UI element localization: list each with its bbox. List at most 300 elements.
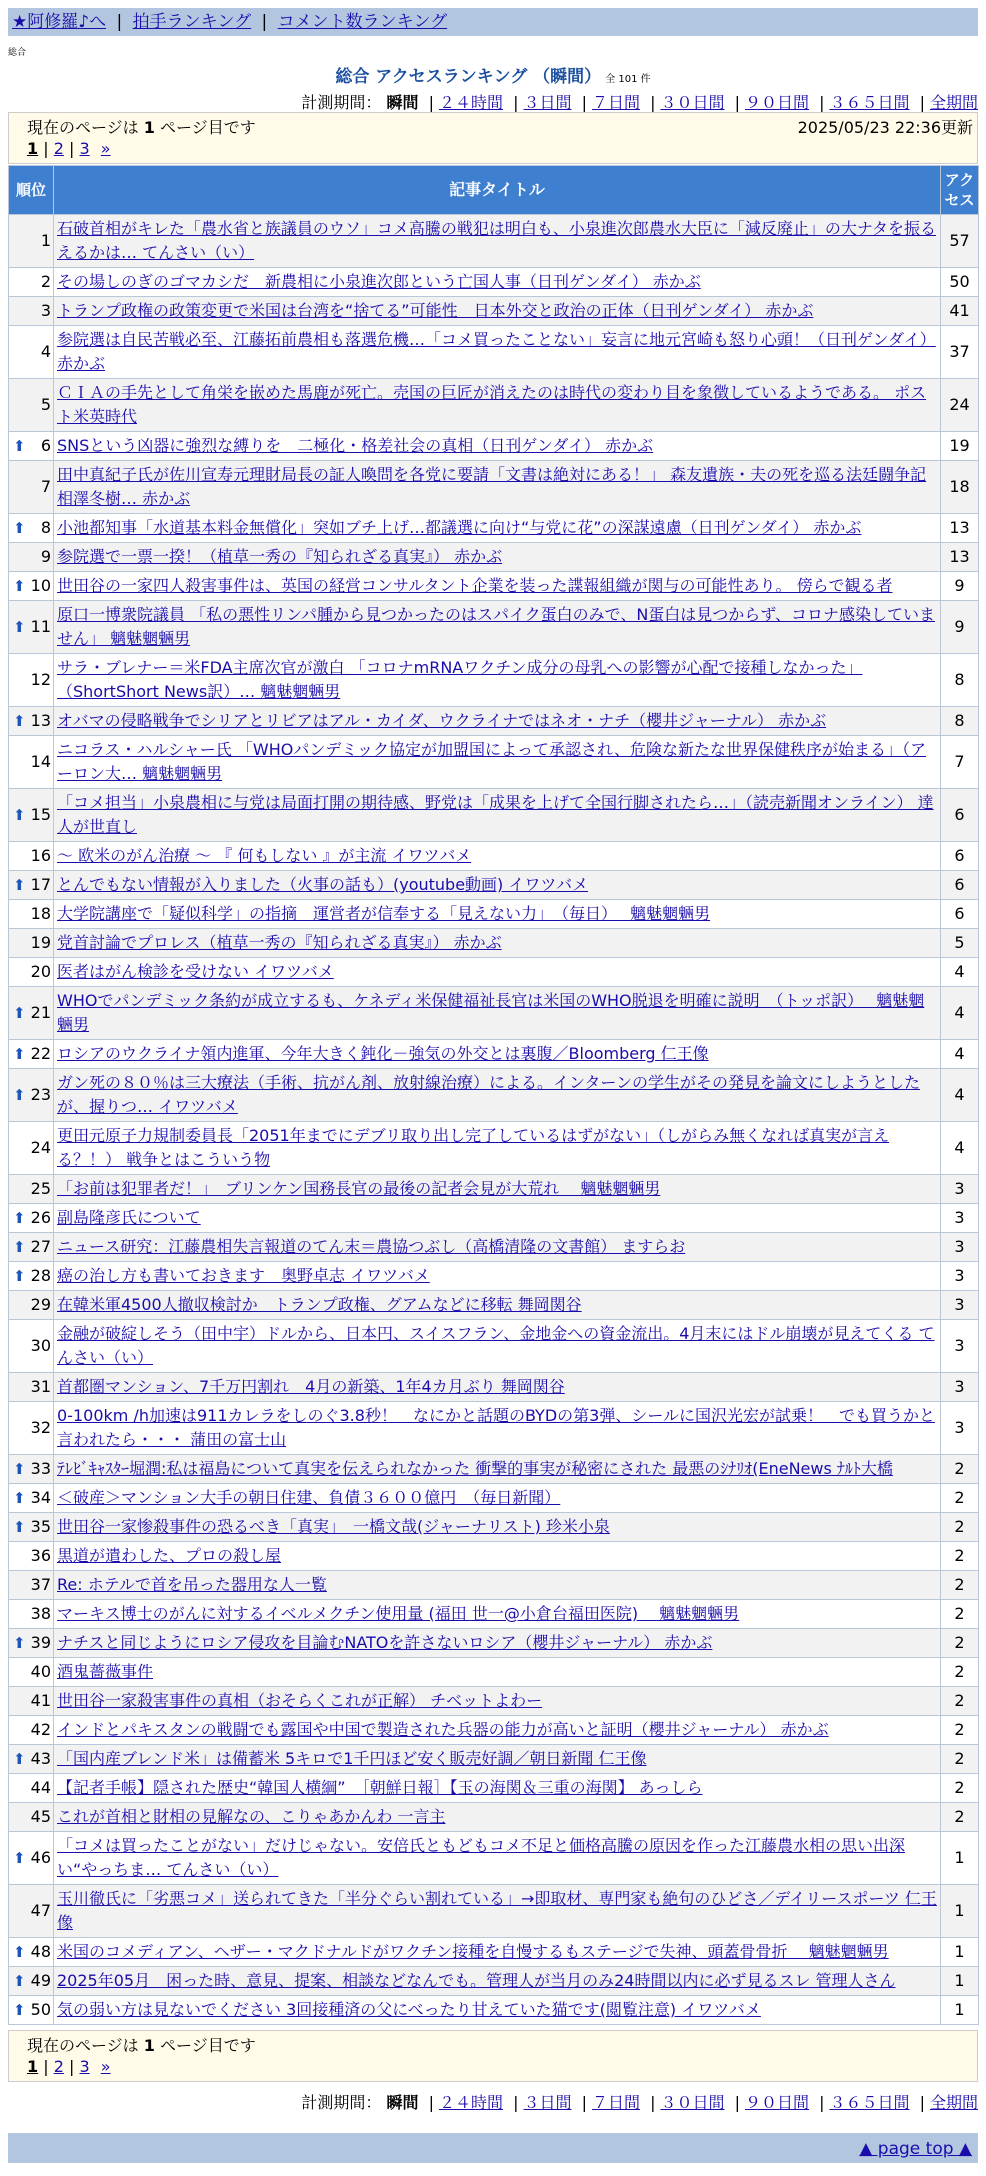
rank-cell [9, 871, 54, 900]
rank-cell [9, 572, 54, 601]
table-row [9, 1175, 979, 1204]
table-row [9, 215, 979, 268]
rank-number: 15 [30, 805, 51, 824]
article-title-link[interactable]: 在韓米軍4500人撤収検討か トランプ政権、グアムなどに移転 舞岡関谷 [57, 1295, 582, 1314]
pager-next[interactable]: » [100, 139, 111, 158]
title-cell [54, 707, 941, 736]
access-count: 37 [941, 326, 979, 379]
table-row [9, 1687, 979, 1716]
period-link-30d[interactable]: ３０日間 [660, 93, 725, 112]
period-link-90d[interactable]: ９０日間 [744, 2093, 809, 2112]
table-row [9, 326, 979, 379]
title-cell [54, 1996, 941, 2025]
table-row [9, 1513, 979, 1542]
period-link-3d[interactable]: ３日間 [523, 2093, 572, 2112]
table-row [9, 268, 979, 297]
access-count: 8 [941, 707, 979, 736]
pager-link-3[interactable]: 3 [79, 139, 90, 158]
rank-cell [9, 543, 54, 572]
rank-number: 35 [30, 1517, 51, 1536]
rank-cell [9, 1069, 54, 1122]
table-row [9, 900, 979, 929]
article-title-link[interactable]: Re: ホテルで首を吊った器用な人一覧 [57, 1575, 327, 1594]
rank-cell [9, 1175, 54, 1204]
rank-cell [9, 789, 54, 842]
table-row [9, 601, 979, 654]
article-title-link[interactable]: 医者はがん検診を受けない イワツバメ [57, 962, 334, 981]
table-row [9, 432, 979, 461]
access-count: 2 [941, 1774, 979, 1803]
title-cell [54, 654, 941, 707]
article-title-link[interactable]: 大学院講座で「疑似科学」の指摘 運営者が信奉する「見えない力」 （毎日） 魑魅魍魎男 [57, 904, 711, 923]
up-arrow-icon: ⬆ [13, 1489, 26, 1507]
footer-bar [8, 2133, 978, 2163]
table-row [9, 871, 979, 900]
article-title-link[interactable]: 党首討論でプロレス（植草一秀の『知られざる真実』） 赤かぶ [57, 933, 502, 952]
article-title-link[interactable]: WHOでパンデミック条約が成立するも、ケネディ米保健福祉長官は米国のWHO脱退を明確に説明 （トッポ訳） 魑魅魍魎男 [57, 991, 925, 1034]
article-title-link[interactable]: オバマの侵略戦争でシリアとリビアはアル・カイダ、ウクライナではネオ・ナチ（櫻井ジャーナル） 赤かぶ [57, 711, 827, 730]
access-count: 7 [941, 736, 979, 789]
period-link-all[interactable]: 全期間 [929, 2093, 978, 2112]
rank-cell [9, 1629, 54, 1658]
header-rank: 順位 [9, 166, 54, 215]
table-row [9, 789, 979, 842]
title-cell [54, 1484, 941, 1513]
rank-number: 27 [30, 1237, 51, 1256]
title-cell [54, 1600, 941, 1629]
access-count: 2 [941, 1716, 979, 1745]
access-count: 1 [941, 1832, 979, 1885]
rank-cell [9, 987, 54, 1040]
article-title-link[interactable]: その場しのぎのゴマカシだ 新農相に小泉進次郎という亡国人事（日刊ゲンダイ） 赤かぶ [57, 272, 701, 291]
table-row [9, 1745, 979, 1774]
table-row [9, 1542, 979, 1571]
title-cell [54, 1040, 941, 1069]
period-current: 瞬間 [386, 2093, 419, 2112]
article-title-link[interactable]: 玉川徹氏に「劣悪コメ」送られてきた「半分ぐらい割れている」→即取材、専門家も絶句のひどさ／デイリースポーツ 仁王像 [57, 1889, 937, 1932]
rank-cell [9, 1774, 54, 1803]
rank-cell [9, 1967, 54, 1996]
title-cell [54, 297, 941, 326]
article-title-link[interactable]: サラ・ブレナー＝米FDA主席次官が激白 「コロナmRNAワクチン成分の母乳への影響が心配で接種しなかった」（ShortShort News訳）… 魑魅魍魎男 [57, 658, 863, 701]
article-title-link[interactable]: 酒鬼薔薇事件 [57, 1662, 154, 1681]
access-count: 3 [941, 1262, 979, 1291]
rank-cell [9, 1571, 54, 1600]
access-count: 1 [941, 1885, 979, 1938]
rank-cell [9, 1687, 54, 1716]
title-cell [54, 572, 941, 601]
rank-number: 30 [30, 1336, 51, 1355]
pager-bottom [8, 2030, 978, 2082]
article-title-link[interactable]: インドとパキスタンの戦闘でも露国や中国で製造された兵器の能力が高いと証明（櫻井ジャーナル） 赤かぶ [57, 1720, 829, 1739]
period-link-24h[interactable]: ２４時間 [438, 2093, 503, 2112]
access-count: 19 [941, 432, 979, 461]
access-count: 3 [941, 1233, 979, 1262]
access-count: 41 [941, 297, 979, 326]
article-title-link[interactable]: ガン死の８０％は三大療法（手術、抗がん剤、放射線治療）による。インターンの学生がその発見を論文にしようとしたが、握りつ… イワツバメ [57, 1073, 921, 1116]
rank-number: 50 [30, 2000, 51, 2019]
rank-number: 13 [30, 711, 51, 730]
table-row [9, 707, 979, 736]
table-row [9, 654, 979, 707]
table-row [9, 1484, 979, 1513]
article-title-link[interactable]: 米国のコメディアン、ヘザー・マクドナルドがワクチン接種を自慢するもステージで失神、頭蓋骨骨折 魑魅魍魎男 [57, 1942, 889, 1961]
article-title-link[interactable]: 【記者手帳】隠された歴史“韓国人横綱” ［朝鮮日報］【玉の海関＆三重の海関】 あっしら [57, 1778, 703, 1797]
title-cell [54, 1402, 941, 1455]
title-cell [54, 958, 941, 987]
up-arrow-icon: ⬆ [13, 2001, 26, 2019]
access-count: 4 [941, 1122, 979, 1175]
title-cell [54, 1233, 941, 1262]
up-arrow-icon: ⬆ [13, 1267, 26, 1285]
article-title-link[interactable]: とんでもない情報が入りました（火事の話も）(youtube動画) イワツバメ [57, 875, 589, 894]
rank-number: 29 [30, 1295, 51, 1314]
rank-number: 17 [30, 875, 51, 894]
access-count: 4 [941, 1040, 979, 1069]
pager-current-page: 1 [27, 2057, 39, 2076]
up-arrow-icon: ⬆ [13, 519, 26, 537]
ranking-table [8, 165, 979, 2025]
period-link-30d[interactable]: ３０日間 [660, 2093, 725, 2112]
rank-number: 10 [30, 576, 51, 595]
article-title-link[interactable]: 更田元原子力規制委員長「2051年までにデブリ取り出し完了しているはずがない」（しがらみ無くなれば真実が言える？！） 戦争とはこういう物 [57, 1126, 890, 1169]
rank-number: 37 [30, 1575, 51, 1594]
rank-number: 33 [30, 1459, 51, 1478]
up-arrow-icon: ⬆ [13, 1972, 26, 1990]
pager-next[interactable]: » [100, 2057, 111, 2076]
up-arrow-icon: ⬆ [13, 1209, 26, 1227]
rank-cell [9, 1262, 54, 1291]
rank-number: 42 [30, 1720, 51, 1739]
rank-cell [9, 958, 54, 987]
period-link-365d[interactable]: ３６５日間 [829, 2093, 910, 2112]
article-title-link[interactable]: 世田谷一家惨殺事件の恐るべき「真実」 一橋文哉(ジャーナリスト) 珍米小泉 [57, 1517, 610, 1536]
ranking-body [9, 215, 979, 2025]
pager-links: 1 | 2 | 3 » [27, 139, 111, 158]
article-title-link[interactable]: SNSという凶器に強烈な縛りを 二極化・格差社会の真相（日刊ゲンダイ） 赤かぶ [57, 436, 654, 455]
article-title-link[interactable]: 世田谷の一家四人殺害事件は、英国の経営コンサルタント企業を装った諜報組織が関与の可能性あり。 傍らで観る者 [57, 576, 893, 595]
pager-link-2[interactable]: 2 [53, 139, 64, 158]
rank-number: 44 [30, 1778, 51, 1797]
title-cell [54, 1938, 941, 1967]
title-cell [54, 1885, 941, 1938]
page-top-link[interactable]: ▲ page top ▲ [859, 2139, 972, 2159]
rank-cell [9, 514, 54, 543]
ranking-title: 総合 アクセスランキング （瞬間） [335, 67, 602, 87]
title-cell [54, 842, 941, 871]
access-count: 3 [941, 1402, 979, 1455]
article-title-link[interactable]: トランプ政権の政策変更で米国は台湾を“捨てる”可能性 日本外交と政治の正体（日刊ゲンダイ） 赤かぶ [57, 301, 814, 320]
rank-cell [9, 379, 54, 432]
access-count: 8 [941, 654, 979, 707]
article-title-link[interactable]: 「お前は犯罪者だ！」 ブリンケン国務長官の最後の記者会見が大荒れ 魑魅魍魎男 [57, 1179, 661, 1198]
rank-cell [9, 654, 54, 707]
title-cell [54, 1542, 941, 1571]
access-count: 2 [941, 1629, 979, 1658]
rank-cell [9, 1402, 54, 1455]
rank-cell [9, 1204, 54, 1233]
up-arrow-icon: ⬆ [13, 437, 26, 455]
article-title-link[interactable]: マーキス博士のがんに対するイベルメクチン使用量 (福田 世一@小倉台福田医院) 魑魅魍魎男 [57, 1604, 740, 1623]
access-count: 1 [941, 1996, 979, 2025]
up-arrow-icon: ⬆ [13, 1086, 26, 1104]
rank-cell [9, 326, 54, 379]
rank-cell [9, 1291, 54, 1320]
table-row [9, 1885, 979, 1938]
table-row [9, 1320, 979, 1373]
access-count: 57 [941, 215, 979, 268]
rank-number: 14 [30, 752, 51, 771]
article-title-link[interactable]: 参院選は自民苦戦必至、江藤拓前農相も落選危機…「コメ買ったことない」妄言に地元宮崎も怒り心頭！（日刊ゲンダイ） 赤かぶ [57, 330, 936, 373]
title-cell [54, 379, 941, 432]
article-title-link[interactable]: ニュース研究：江藤農相失言報道のてん末＝農協つぶし（高橋清隆の文書館） ますらお [57, 1237, 686, 1256]
table-row [9, 1373, 979, 1402]
article-title-link[interactable]: 田中真紀子氏が佐川宣寿元理財局長の証人喚問を各党に要請「文書は絶対にある！」 森友遺族・夫の死を巡る法廷闘争記 相澤冬樹… 赤かぶ [57, 465, 927, 508]
rank-number: 41 [30, 1691, 51, 1710]
rank-cell [9, 1513, 54, 1542]
rank-cell [9, 1600, 54, 1629]
rank-number: 24 [30, 1138, 51, 1157]
access-count: 3 [941, 1373, 979, 1402]
article-title-link[interactable]: ロシアのウクライナ領内進軍、今年大きく鈍化－強気の外交とは裏腹／Bloomberg 仁王像 [57, 1044, 709, 1063]
up-arrow-icon: ⬆ [13, 1750, 26, 1768]
title-cell [54, 215, 941, 268]
article-title-link[interactable]: 副島隆彦氏について [57, 1208, 201, 1227]
pager-links: 1 | 2 | 3 » [27, 2057, 111, 2076]
rank-cell [9, 1832, 54, 1885]
up-arrow-icon: ⬆ [13, 1004, 26, 1022]
article-title-link[interactable]: ﾃﾚﾋﾞｷｬｽﾀｰ堀潤:私は福島について真実を伝えられなかった 衝撃的事実が秘密にされた 最悪のｼﾅﾘｵ(EneNews ﾅﾙﾄ大橋 [57, 1459, 893, 1478]
access-count: 24 [941, 379, 979, 432]
article-title-link[interactable]: ～ 欧米のがん治療 ～ 『 何もしない 』が主流 イワツバメ [57, 846, 472, 865]
pager-current-page: 1 [27, 139, 39, 158]
rank-cell [9, 707, 54, 736]
title-cell [54, 1455, 941, 1484]
period-selector-bottom: 計測期間： 瞬間 | ２４時間 | ３日間 | ７日間 | ３０日間 | ９０日間 | ３６５日間 | 全期間 [301, 2093, 978, 2112]
title-cell [54, 1832, 941, 1885]
rank-cell [9, 1803, 54, 1832]
title-cell [54, 1774, 941, 1803]
nav-link-comment-ranking[interactable]: コメント数ランキング [277, 12, 448, 32]
header-title: 記事タイトル [54, 166, 941, 215]
access-count: 3 [941, 1204, 979, 1233]
title-cell [54, 1513, 941, 1542]
rank-number: 7 [40, 477, 51, 496]
up-arrow-icon: ⬆ [13, 1943, 26, 1961]
article-title-link[interactable]: 小池都知事「水道基本料金無償化」突如ブチ上げ…都議選に向け“与党に花”の深謀遠慮（日刊ゲンダイ） 赤かぶ [57, 518, 862, 537]
rank-cell [9, 461, 54, 514]
title-cell [54, 871, 941, 900]
rank-cell [9, 1658, 54, 1687]
rank-cell [9, 1122, 54, 1175]
rank-cell [9, 1938, 54, 1967]
article-title-link[interactable]: 「コメ担当」小泉農相に与党は局面打開の期待感、野党は「成果を上げて全国行脚されたら…」（読売新聞オンライン） 達人が世直し [57, 793, 934, 836]
rank-number: 3 [40, 301, 51, 320]
access-count: 2 [941, 1745, 979, 1774]
article-title-link[interactable]: 「国内産ブレンド米」は備蓄米 5キロで1千円ほど安く販売好調／朝日新聞 仁王像 [57, 1749, 647, 1768]
rank-cell [9, 929, 54, 958]
article-title-link[interactable]: 癌の治し方も書いておきます 奥野卓志 イワツバメ [57, 1266, 430, 1285]
rank-number: 9 [40, 547, 51, 566]
title-cell [54, 1291, 941, 1320]
article-title-link[interactable]: 首都圏マンション、7千万円割れ 4月の新築、1年4カ月ぶり 舞岡関谷 [57, 1377, 565, 1396]
rank-number: 2 [40, 272, 51, 291]
pager-link-3[interactable]: 3 [79, 2057, 90, 2076]
rank-number: 22 [30, 1044, 51, 1063]
access-count: 2 [941, 1542, 979, 1571]
period-link-3d[interactable]: ３日間 [523, 93, 572, 112]
period-label: 計測期間： [301, 2093, 382, 2112]
updated-timestamp: 2025/05/23 22:36更新 [797, 118, 973, 137]
pager-status: 現在のページは 1 ページ目です [27, 118, 256, 137]
access-count: 1 [941, 1938, 979, 1967]
up-arrow-icon: ⬆ [13, 806, 26, 824]
article-title-link[interactable]: ニコラス・ハルシャー氏 「WHOパンデミック協定が加盟国によって承認され、危険な新たな世界保健秩序が始まる」（アーロン大… 魑魅魍魎男 [57, 740, 926, 783]
rank-number: 21 [30, 1003, 51, 1022]
period-link-90d[interactable]: ９０日間 [744, 93, 809, 112]
article-title-link[interactable]: 参院選で一票一揆！（植草一秀の『知られざる真実』） 赤かぶ [57, 547, 503, 566]
rank-cell [9, 1716, 54, 1745]
access-count: 2 [941, 1455, 979, 1484]
article-title-link[interactable]: ＣＩＡの手先として角栄を嵌めた馬鹿が死亡。売国の巨匠が消えたのは時代の変わり目を象徴しているようである。 ポスト米英時代 [57, 383, 927, 426]
rank-number: 1 [40, 231, 51, 250]
period-link-7d[interactable]: ７日間 [591, 93, 640, 112]
nav-separator: | [261, 12, 268, 32]
access-count: 2 [941, 1687, 979, 1716]
table-row [9, 1832, 979, 1885]
rank-number: 23 [30, 1085, 51, 1104]
rank-number: 43 [30, 1749, 51, 1768]
rank-number: 46 [30, 1848, 51, 1867]
table-row [9, 514, 979, 543]
article-title-link[interactable]: 原口一博衆院議員 「私の悪性リンパ腫から見つかったのはスパイク蛋白のみで、N蛋白は見つからず、コロナ感染していません」 魑魅魍魎男 [57, 605, 936, 648]
rank-cell [9, 1542, 54, 1571]
title-cell [54, 1687, 941, 1716]
nav-separator: | [116, 12, 123, 32]
rank-number: 25 [30, 1179, 51, 1198]
rank-cell [9, 736, 54, 789]
table-header-row [9, 166, 979, 215]
rank-number: 45 [30, 1807, 51, 1826]
period-link-24h[interactable]: ２４時間 [438, 93, 503, 112]
table-row [9, 1291, 979, 1320]
access-count: 6 [941, 900, 979, 929]
rank-number: 11 [30, 617, 51, 636]
access-count: 2 [941, 1484, 979, 1513]
table-row [9, 1262, 979, 1291]
access-count: 2 [941, 1658, 979, 1687]
article-title-link[interactable]: 世田谷一家殺害事件の真相（おそらくこれが正解） チベットよわー [57, 1691, 543, 1710]
up-arrow-icon: ⬆ [13, 1849, 26, 1867]
access-count: 2 [941, 1600, 979, 1629]
article-title-link[interactable]: 「コメは買ったことがない」だけじゃない。安倍氏ともどもコメ不足と価格高騰の原因を作った江藤農水相の思い出深い“やっちま… てんさい（い） [57, 1836, 906, 1879]
table-row [9, 297, 979, 326]
up-arrow-icon: ⬆ [13, 1045, 26, 1063]
article-title-link[interactable]: ナチスと同じようにロシア侵攻を目論むNATOを許さないロシア（櫻井ジャーナル） 赤かぶ [57, 1633, 713, 1652]
article-title-link[interactable]: 0-100km /h加速は911カレラをしのぐ3.8秒！ なにかと話題のBYDの第3弾、シールに国沢光宏が試乗！ でも買うかと言われたら・・・ 蒲田の富士山 [57, 1406, 936, 1449]
rank-number: 32 [30, 1418, 51, 1437]
article-title-link[interactable]: 石破首相がキレた「農水省と族議員のウソ」コメ高騰の戦犯は明白も、小泉進次郎農水大臣に「減反廃止」の大ナタを振るえるかは… てんさい（い） [57, 219, 937, 262]
nav-link-ashura[interactable]: ★阿修羅♪へ [12, 12, 107, 32]
access-count: 3 [941, 1291, 979, 1320]
rank-number: 36 [30, 1546, 51, 1565]
table-row [9, 1774, 979, 1803]
title-cell [54, 1803, 941, 1832]
table-row [9, 1233, 979, 1262]
title-cell [54, 1262, 941, 1291]
table-row [9, 1716, 979, 1745]
item-count: 全 101 件 [605, 74, 651, 85]
up-arrow-icon: ⬆ [13, 1460, 26, 1478]
period-link-7d[interactable]: ７日間 [591, 2093, 640, 2112]
title-cell [54, 1745, 941, 1774]
rank-number: 26 [30, 1208, 51, 1227]
title-cell [54, 929, 941, 958]
nav-link-clap-ranking[interactable]: 拍手ランキング [132, 12, 252, 32]
period-link-365d[interactable]: ３６５日間 [829, 93, 910, 112]
title-cell [54, 1122, 941, 1175]
title-cell [54, 1373, 941, 1402]
rank-cell [9, 1996, 54, 2025]
table-row [9, 461, 979, 514]
table-row [9, 1455, 979, 1484]
article-title-link[interactable]: ＜破産＞マンション大手の朝日住建、負債３６００億円 （毎日新聞） [57, 1488, 561, 1507]
category-label: 総合 [8, 48, 27, 58]
rank-cell [9, 1455, 54, 1484]
pager-status: 現在のページは 1 ページ目です [27, 2036, 256, 2055]
rank-cell [9, 215, 54, 268]
period-selector-top: 計測期間： 瞬間 | ２４時間 | ３日間 | ７日間 | ３０日間 | ９０日間 | ３６５日間 | 全期間 [301, 93, 978, 112]
up-arrow-icon: ⬆ [13, 876, 26, 894]
article-title-link[interactable]: 気の弱い方は見ないでください 3回接種済の父にべったり甘えていた猫です(閲覧注意) イワツバメ [57, 2000, 761, 2019]
period-label: 計測期間： [301, 93, 382, 112]
table-row [9, 1967, 979, 1996]
article-title-link[interactable]: 2025年05月 困った時、意見、提案、相談などなんでも。管理人が当月のみ24時間以内に必ず見るスレ 管理人さん [57, 1971, 896, 1990]
title-cell [54, 514, 941, 543]
access-count: 2 [941, 1571, 979, 1600]
article-title-link[interactable]: これが首相と財相の見解なの、こりゃあかんわ 一言主 [57, 1807, 446, 1826]
article-title-link[interactable]: 黒道が遣わした、プロの殺し屋 [57, 1546, 282, 1565]
table-row [9, 1658, 979, 1687]
table-row [9, 736, 979, 789]
rank-number: 4 [40, 342, 51, 361]
access-count: 18 [941, 461, 979, 514]
period-link-all[interactable]: 全期間 [929, 93, 978, 112]
access-count: 4 [941, 987, 979, 1040]
rank-cell [9, 1484, 54, 1513]
up-arrow-icon: ⬆ [13, 1634, 26, 1652]
title-cell [54, 543, 941, 572]
rank-cell [9, 1040, 54, 1069]
access-count: 50 [941, 268, 979, 297]
access-count: 3 [941, 1320, 979, 1373]
access-count: 9 [941, 572, 979, 601]
pager-top [8, 112, 978, 164]
up-arrow-icon: ⬆ [13, 712, 26, 730]
title-cell [54, 736, 941, 789]
top-nav [8, 8, 978, 36]
title-cell [54, 1320, 941, 1373]
title-cell [54, 1069, 941, 1122]
rank-number: 39 [30, 1633, 51, 1652]
article-title-link[interactable]: 金融が破綻しそう（田中宇）ドルから、日本円、スイスフラン、金地金への資金流出。4月末にはドル崩壊が見えてくる てんさい（い） [57, 1324, 935, 1367]
title-cell [54, 900, 941, 929]
access-count: 6 [941, 842, 979, 871]
rank-cell [9, 1320, 54, 1373]
table-row [9, 1803, 979, 1832]
title-cell [54, 1571, 941, 1600]
pager-link-2[interactable]: 2 [53, 2057, 64, 2076]
